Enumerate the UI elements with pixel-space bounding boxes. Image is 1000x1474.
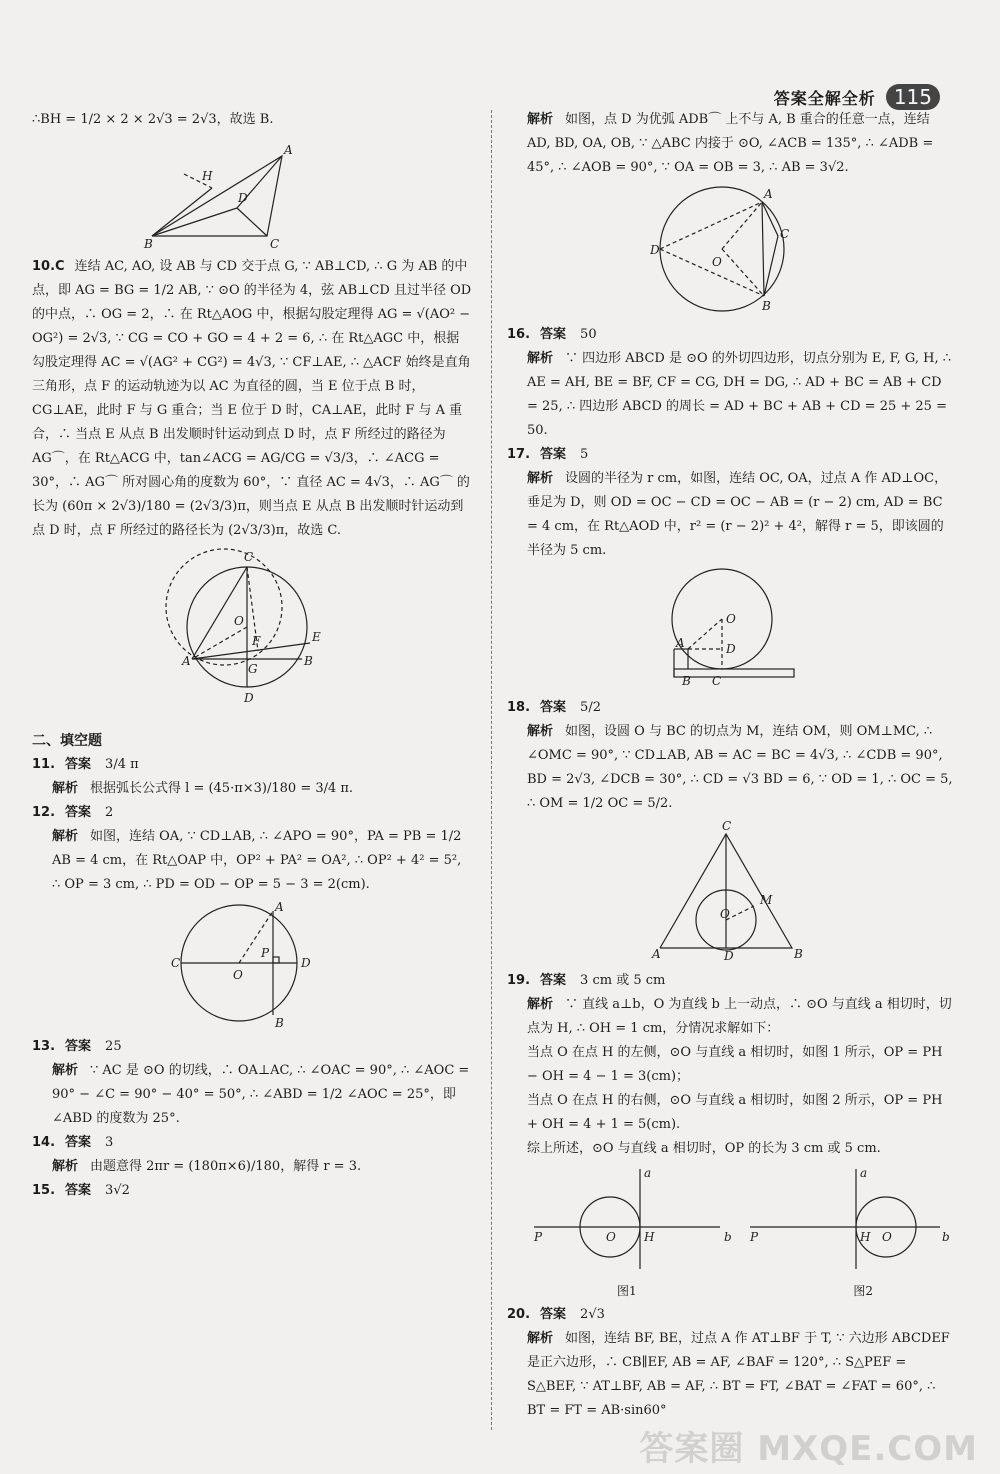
q12-answer-label: 答案	[65, 805, 92, 820]
page-number: 115	[886, 84, 940, 110]
svg-text:a: a	[860, 1166, 868, 1180]
q12-number: 12.	[32, 805, 56, 820]
q15-answer-label: 答案	[65, 1183, 92, 1198]
q9-tail: ∴BH = 1/2 × 2 × 2√3 = 2√3，故选 B.	[32, 112, 274, 127]
svg-text:O: O	[234, 614, 244, 628]
q11	[32, 753, 472, 801]
svg-text:O: O	[712, 255, 722, 269]
svg-text:A: A	[764, 187, 773, 201]
svg-text:A: A	[275, 901, 284, 914]
q13-analysis-label: 解析	[52, 1063, 79, 1078]
q18-analysis-label: 解析	[527, 724, 554, 739]
svg-text:O: O	[720, 907, 730, 921]
svg-text:B: B	[794, 947, 803, 961]
q11-answer: 3/4 π	[105, 757, 139, 772]
header-title: 答案全解全析	[773, 88, 876, 108]
q13-answer: 25	[105, 1039, 122, 1054]
q16-number: 16.	[507, 327, 531, 342]
figure-q9	[142, 136, 362, 251]
svg-text:D: D	[238, 191, 248, 205]
q11-analysis: 根据弧长公式得 l = (45·π×3)/180 = 3/4 π.	[90, 781, 354, 796]
right-column	[507, 108, 953, 1423]
section-fill-blank: 二、填空题	[32, 733, 102, 749]
q20-answer-label: 答案	[540, 1307, 567, 1322]
svg-text:B: B	[275, 1016, 284, 1030]
q13-analysis: ∵ AC 是 ⊙O 的切线，∴ OA⊥AC, ∴ ∠OAC = 90°, ∴ ∠AOC = 90° − ∠C = 90° − 40° = 50°, ∴ ∠ABD = 1/2 ∠AOC = 25°，即 ∠ABD 的度数为 25°.	[52, 1063, 470, 1126]
svg-text:H: H	[644, 1230, 655, 1244]
svg-text:E: E	[312, 630, 321, 644]
svg-text:M: M	[760, 893, 773, 907]
figure-q18	[650, 820, 810, 965]
q16	[507, 323, 953, 443]
svg-text:b: b	[724, 1230, 732, 1244]
svg-text:P: P	[750, 1230, 759, 1244]
q19-answer-label: 答案	[540, 973, 567, 988]
q15-answer: 3√2	[105, 1183, 130, 1198]
svg-text:O: O	[233, 968, 243, 982]
q17-number: 17.	[507, 447, 531, 462]
q18-analysis: 如图，设圆 O 与 BC 的切点为 M，连结 OM，则 OM⊥MC, ∴ ∠OMC = 90°, ∵ CD⊥AB, AB = AC = BC = 4√3, ∴ ∠CDB = 90°, BD = 2√3, ∠DCB = 30°, ∴ CD = √3 BD = 6, ∵ OD = 1, ∴ OC = 5, ∴ OM = 1/2 OC = 5/2.	[527, 724, 953, 811]
q16-analysis-label: 解析	[527, 351, 554, 366]
q19-analysis-4: 综上所述，⊙O 与直线 a 相切时，OP 的长为 3 cm 或 5 cm.	[527, 1141, 881, 1156]
q18-answer: 5/2	[580, 700, 601, 715]
q11-number: 11.	[32, 757, 56, 772]
q20-analysis-label: 解析	[527, 1331, 554, 1346]
page-header	[774, 84, 940, 110]
q15-analysis-block	[507, 108, 953, 180]
svg-text:C: C	[722, 820, 732, 833]
svg-text:O: O	[882, 1230, 892, 1244]
q20-number: 20.	[507, 1307, 531, 1322]
q14-analysis: 由题意得 2πr = (180π×6)/180，解得 r = 3.	[90, 1159, 362, 1174]
q17-answer: 5	[580, 447, 589, 462]
q14-answer: 3	[105, 1135, 114, 1150]
svg-text:D: D	[726, 642, 736, 656]
q19-analysis-2: 当点 O 在点 H 的左侧，⊙O 与直线 a 相切时，如图 1 所示，OP = PH − OH = 4 − 1 = 3(cm)；	[527, 1045, 943, 1084]
q11-analysis-label: 解析	[52, 781, 79, 796]
q10-text: 连结 AC, AO, 设 AB 与 CD 交于点 G, ∵ AB⊥CD, ∴ G 为 AB 的中点，即 AG = BG = 1/2 AB, ∵ ⊙O 的半径为 4，弦 AB⊥CD 且过半径 OD 的中点，∴ OG = 2，∴ 在 Rt△AOG 中，根据勾股定理得 AG = √(AO² − OG²) = 2√3, ∵ CG = CO + GO = 4 + 2 = 6, ∴ 在 Rt△AGC 中，根据勾股定理得 AC = √(AG² + CG²) = 4√3, ∵ CF⊥AE, ∴ △ACF 始终是直角三角形，点 F 的运动轨迹为以 AC 为直径的圆，当 E 位于点 B 时，CG⊥AE，此时 F 与 G 重合；当 E 位于 D 时，CA⊥AE，此时 F 与 A 重合，∴ 当点 E 从点 B 出发顺时针运动到点 D 时，点 F 所经过的路径为 AG⌒，在 Rt△ACG 中，tan∠ACG = AG/CG = √3/3，∴ ∠ACG = 30°，∴ AG⌒ 所对圆心角的度数为 60°，∵ 直径 AC = 4√3，∴ AG⌒ 的长为 (60π × 2√3)/180 = (2√3/3)π，则当点 E 从点 B 出发顺时针运动到点 D 时，点 F 所经过的路径长为 (2√3/3)π，故选 C.	[32, 259, 472, 538]
q15-analysis: 如图，点 D 为优弧 ADB⌒ 上不与 A, B 重合的任意一点，连结 AD, BD, OA, OB, ∵ △ABC 内接于 ⊙O, ∠ACB = 135°, ∴ ∠ADB = 45°, ∴ ∠AOB = 90°, ∵ OA = OB = 3, ∴ AB = 3√2.	[527, 112, 934, 175]
svg-text:C: C	[171, 956, 181, 970]
q14-analysis-label: 解析	[52, 1159, 79, 1174]
left-column	[32, 108, 472, 1203]
q19-analysis-3: 当点 O 在点 H 的右侧，⊙O 与直线 a 相切时，如图 2 所示，OP = PH + OH = 4 + 1 = 5(cm).	[527, 1093, 943, 1132]
q16-answer-label: 答案	[540, 327, 567, 342]
svg-text:P: P	[534, 1230, 543, 1244]
q12-analysis: 如图，连结 OA, ∵ CD⊥AB, ∴ ∠APO = 90°，PA = PB = 1/2 AB = 4 cm，在 Rt△OAP 中，OP² + PA² = OA², ∴ OP² + 4² = 5², ∴ OP = 3 cm, ∴ PD = OD − OP = 5 − 3 = 2(cm).	[52, 829, 462, 892]
q10-number: 10.C	[32, 259, 65, 274]
q19-answer: 3 cm 或 5 cm	[580, 973, 666, 988]
q14	[32, 1131, 472, 1179]
q11-answer-label: 答案	[65, 757, 92, 772]
svg-text:D: D	[301, 956, 311, 970]
q20-answer: 2√3	[580, 1307, 605, 1322]
q10	[32, 255, 472, 543]
q17-analysis: 设圆的半径为 r cm，如图，连结 OC, OA，过点 A 作 AD⊥OC，垂足为 D，则 OD = OC − CD = OC − AB = (r − 2) cm, AD = BC = 4 cm，在 Rt△AOD 中，r² = (r − 2)² + 4²，解得 r = 5，即该圆的半径为 5 cm.	[527, 471, 948, 558]
q19-analysis-1: ∵ 直线 a⊥b，O 为直线 b 上一动点，∴ ⊙O 与直线 a 相切时，切点为 H, ∴ OH = 1 cm，分情况求解如下：	[527, 997, 952, 1036]
svg-text:C: C	[244, 550, 254, 564]
figure-q15	[650, 184, 810, 319]
q16-analysis: ∵ 四边形 ABCD 是 ⊙O 的外切四边形，切点分别为 E, F, G, H, ∴ AE = AH, BE = BF, CF = CG, DH = DG, ∴ AD + BC = AB + CD = 25, ∴ 四边形 ABCD 的周长 = AD + BC + AB + CD = 25 + 25 = 50.	[527, 351, 951, 438]
svg-text:A: A	[676, 636, 685, 650]
column-divider	[491, 110, 492, 1430]
q20-analysis: 如图，连结 BF, BE，过点 A 作 AT⊥BF 于 T, ∵ 六边形 ABCDEF 是正六边形，∴ CB∥EF, AB = AF, ∠BAF = 120°, ∴ S△PEF = S△BEF, ∵ AT⊥BF, AB = AF, ∴ BT = FT, ∠BAT = ∠FAT = 60°, ∴ BT = FT = AB·sin60°	[527, 1331, 950, 1418]
svg-text:B: B	[682, 674, 691, 688]
figure-q10	[162, 547, 342, 717]
svg-text:A: A	[652, 947, 661, 961]
svg-text:P: P	[261, 946, 270, 960]
svg-text:B: B	[762, 299, 771, 313]
q16-answer: 50	[580, 327, 597, 342]
svg-text:a: a	[644, 1166, 652, 1180]
q13-answer-label: 答案	[65, 1039, 92, 1054]
svg-text:B: B	[144, 237, 153, 251]
q17-answer-label: 答案	[540, 447, 567, 462]
q19-analysis-label: 解析	[527, 997, 554, 1012]
q18	[507, 696, 953, 816]
q12-answer: 2	[105, 805, 114, 820]
q12	[32, 801, 472, 897]
svg-text:O: O	[726, 612, 736, 626]
q15-number: 15.	[32, 1183, 56, 1198]
q13-number: 13.	[32, 1039, 56, 1054]
svg-text:C: C	[270, 237, 280, 251]
svg-text:G: G	[248, 662, 258, 676]
svg-text:C: C	[712, 674, 722, 688]
svg-text:B: B	[304, 654, 313, 668]
fig1-caption: 图1	[617, 1284, 637, 1298]
q18-number: 18.	[507, 700, 531, 715]
watermark: 答案圈 MXQE.COM	[639, 1429, 978, 1469]
q18-answer-label: 答案	[540, 700, 567, 715]
q19	[507, 969, 953, 1161]
svg-text:H: H	[202, 169, 213, 183]
svg-text:D: D	[650, 243, 660, 257]
svg-text:D: D	[724, 949, 734, 963]
fig2-caption: 图2	[853, 1284, 873, 1298]
q13	[32, 1035, 472, 1131]
svg-text:b: b	[942, 1230, 950, 1244]
svg-text:A: A	[182, 654, 191, 668]
q14-number: 14.	[32, 1135, 56, 1150]
q17-analysis-label: 解析	[527, 471, 554, 486]
svg-text:O: O	[606, 1230, 616, 1244]
figure-q17	[660, 567, 800, 692]
svg-text:F: F	[252, 634, 261, 648]
figure-q19	[510, 1165, 950, 1275]
q15	[32, 1179, 472, 1203]
svg-text:A: A	[284, 143, 293, 157]
q19-figure-captions	[507, 1279, 953, 1303]
figure-q12	[167, 901, 337, 1031]
q14-answer-label: 答案	[65, 1135, 92, 1150]
q15-analysis-label: 解析	[527, 112, 554, 127]
svg-text:H: H	[860, 1230, 871, 1244]
q12-analysis-label: 解析	[52, 829, 79, 844]
svg-text:D: D	[244, 691, 254, 705]
q19-number: 19.	[507, 973, 531, 988]
q20	[507, 1303, 953, 1423]
svg-text:C: C	[780, 227, 790, 241]
q17	[507, 443, 953, 563]
